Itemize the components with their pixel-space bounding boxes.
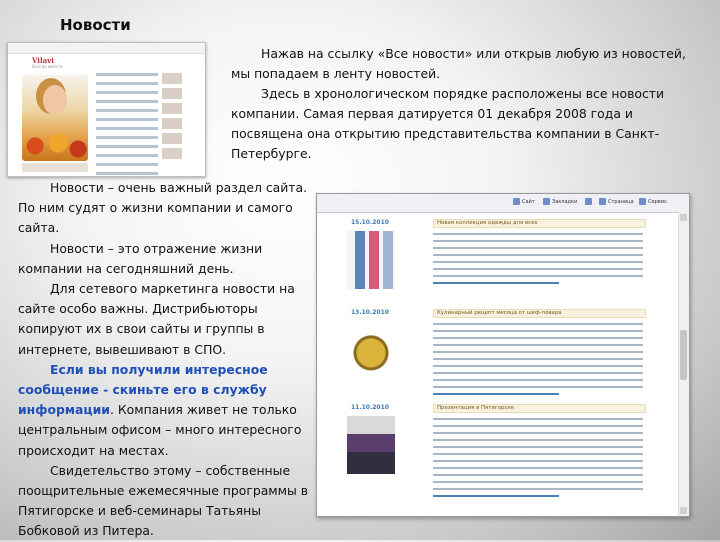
thumbnail-strip [22,163,88,172]
news-date: 13.10.2010 [351,309,389,316]
news-text [433,323,643,400]
vertical-scrollbar[interactable] [678,212,689,516]
news-text [433,233,643,289]
news-image[interactable] [347,416,395,474]
news-headline-link[interactable]: Презентация в Пятигорске [433,404,646,413]
news-headline-link[interactable]: Кулинарный рецепт месяца от шеф-повара [433,309,646,318]
body-paragraph-5: Свидетельство этому – собственные поощрительные ежемесячные программы в Пятигорске и веб-семинары Татьяны Бобковой из Питера. [18,462,309,539]
news-image[interactable] [347,321,395,379]
news-image[interactable] [347,231,395,289]
woman-face [43,85,67,115]
news-date: 11.10.2010 [351,404,389,411]
toolbar-home[interactable]: Сайт [513,198,535,207]
body-paragraph-3: Для сетевого маркетинга новости на сайте особо важны. Дистрибьюторы копируют их в свои сайты и группы в интернете, вывешивают в СПО. [18,281,295,357]
news-feed-screenshot [316,193,690,517]
browser-toolbar [317,194,689,213]
news-date: 15.10.2010 [351,219,389,226]
intro-paragraph-2: Здесь в хронологическом порядке расположены все новости компании. Самая первая датируется 01 декабря 2008 года и посвящена она открытию представительства компании в Санкт-Петербурге. [231,86,665,161]
body-text [18,178,316,542]
body-paragraph-1: Новости – очень важный раздел сайта. По ним судят о жизни компании и самого сайта. [18,180,308,236]
site-logo: Vilavi [32,56,54,65]
scroll-up-icon[interactable] [680,214,687,221]
intro-text [231,44,686,164]
scroll-down-icon[interactable] [680,507,687,514]
thumbnail-side-column [162,73,200,163]
news-item[interactable] [339,404,649,504]
toolbar-tools[interactable]: Сервис [639,198,667,207]
autumn-leaves [22,131,88,161]
news-text [433,418,643,502]
body-paragraph-4-rest: . Компания живет не только центральным офисом – много интересного происходит на местах. [18,402,302,458]
slide-title: Новости [60,16,131,34]
body-paragraph-2: Новости – это отражение жизни компании на сегодняшний день. [18,240,263,276]
news-item[interactable] [339,219,649,319]
toolbar-favorites[interactable]: Закладки [543,198,577,207]
intro-paragraph-1: Нажав на ссылку «Все новости» или открыв любую из новостей, мы попадаем в ленту новостей. [231,46,686,81]
news-headline-link[interactable]: Новая коллекция одежды для всех [433,219,646,228]
news-item[interactable] [339,309,649,409]
thumbnail-news-column [96,73,158,177]
toolbar-print[interactable] [585,198,594,207]
site-homepage-thumbnail [7,42,206,177]
highlight-text: Если вы получили интересное сообщение - скиньте его в службу информации [18,361,268,418]
thumbnail-header [8,43,205,54]
site-slogan: Всегда вместе [32,64,63,69]
body-paragraph-4 [18,360,316,461]
toolbar-page[interactable]: Страница [599,198,634,207]
scrollbar-thumb[interactable] [680,330,687,380]
